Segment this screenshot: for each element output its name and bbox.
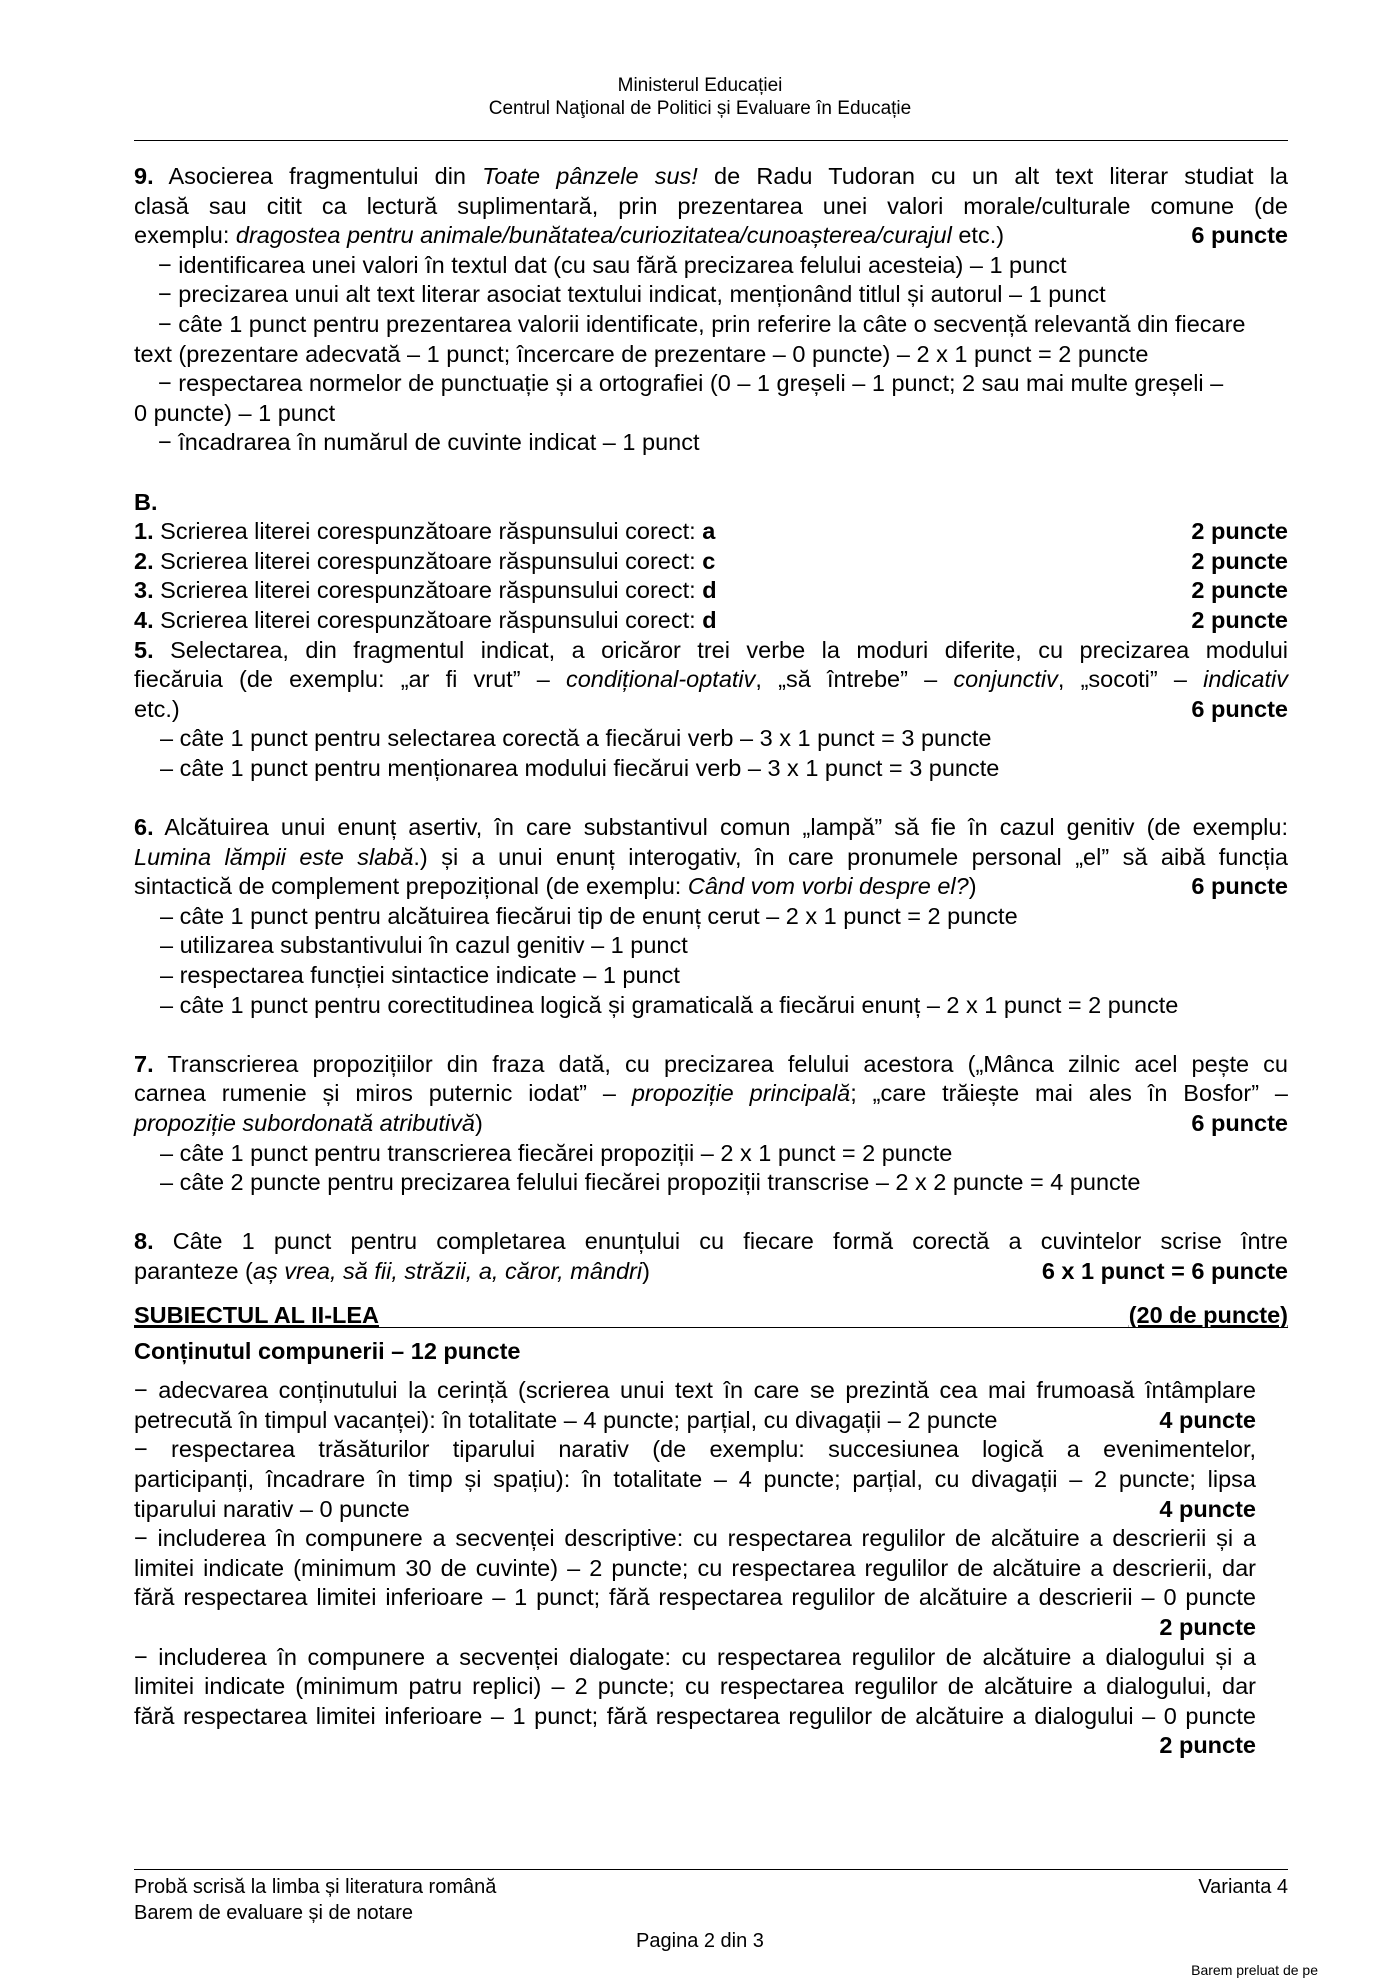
- criteria-item: − respectarea normelor de punctuație și a ortografiei (0 – 1 greșeli – 1 punct; 2 sau mai multe greșeli –: [158, 370, 1224, 397]
- points-label: 2 puncte: [1191, 606, 1288, 633]
- question-9: [134, 162, 1288, 458]
- criteria-item-cont: text (prezentare adecvată – 1 punct; încercare de prezentare – 0 puncte) – 2 x 1 punct = 2 puncte: [134, 340, 1149, 367]
- subject-title: SUBIECTUL AL II-LEA: [134, 1301, 380, 1328]
- text-line: etc.) 6 puncte: [134, 695, 1288, 725]
- points-label: 2 puncte: [1191, 518, 1288, 545]
- page-number: Pagina 2 din 3: [636, 1930, 764, 1952]
- text-line: 6. Alcătuirea unui enunț asertiv, în care substantivul comun „lampă” să fie în cazul genitiv (de exemplu:: [134, 814, 1288, 841]
- text-line: fiecăruia (de exemplu: „ar fi vrut” – condițional-optativ, „să întrebe” – conjunctiv, „socoti” – indicativ: [134, 666, 1288, 693]
- question-8: [134, 1227, 1288, 1286]
- answer-row: 1. Scrierea literei corespunzătoare răspunsului corect: a 2 puncte: [134, 517, 1288, 547]
- text-line: limitei indicate (minimum 30 de cuvinte) – 2 puncte; cu respectarea regulilor de alcătuire a descrierii, dar: [134, 1554, 1256, 1581]
- section-title: B.: [134, 488, 158, 515]
- text-line: exemplu: dragostea pentru animale/bunătatea/curiozitatea/cunoașterea/curajul etc.) 6 puncte: [134, 221, 1288, 251]
- footer-divider: [134, 1869, 1288, 1870]
- text-line: limitei indicate (minimum patru replici) – 2 puncte; cu respectarea regulilor de alcătuire a dialogului, dar: [134, 1673, 1256, 1700]
- footer-doc-type: Barem de evaluare și de notare: [134, 1902, 414, 1924]
- criteria-item: – câte 1 punct pentru transcrierea fiecărei propoziții – 2 x 1 punct = 2 puncte: [160, 1139, 953, 1166]
- text-line: carnea rumenie și miros puternic iodat” – propoziție principală; „care trăiește mai ales în Bosfor” –: [134, 1080, 1288, 1107]
- text-line: 5. Selectarea, din fragmentul indicat, a oricăror trei verbe la moduri diferite, cu precizarea modului: [134, 636, 1288, 663]
- text-line: propoziție subordonată atributivă) 6 puncte: [134, 1109, 1288, 1139]
- text-line: participanți, încadrare în timp și spațiu): în totalitate – 4 puncte; parțial, cu divagații – 2 puncte; lipsa: [134, 1465, 1256, 1492]
- points-label: 6 x 1 punct = 6 puncte: [1041, 1257, 1288, 1284]
- header-center: Centrul Naţional de Politici și Evaluare în Educație: [488, 98, 912, 119]
- text-line: petrecută în timpul vacanței): în totalitate – 4 puncte; parțial, cu divagații – 2 puncte 4 puncte: [134, 1406, 1256, 1436]
- document-header: [0, 74, 1400, 120]
- text-line: [134, 1731, 1256, 1761]
- criteria-item: – câte 1 punct pentru corectitudinea logică și gramaticală a fiecărui enunț – 2 x 1 punct = 2 puncte: [160, 991, 1179, 1018]
- criteria-item: – utilizarea substantivului în cazul genitiv – 1 punct: [160, 932, 688, 959]
- text-line: Lumina lămpii este slabă.) și a unui enunț interogativ, în care pronumele personal „el” să aibă funcția: [134, 843, 1288, 870]
- text-line: fără respectarea limitei inferioare – 1 punct; fără respectarea regulilor de alcătuire a dialogului – 0 puncte: [134, 1702, 1256, 1729]
- criteria-item: − încadrarea în numărul de cuvinte indicat – 1 punct: [158, 429, 700, 456]
- criteria-item: − câte 1 punct pentru prezentarea valorii identificate, prin referire la câte o secvență relevantă din fiecare: [158, 310, 1246, 337]
- text-line: sintactică de complement prepozițional (de exemplu: Când vom vorbi despre el?) 6 puncte: [134, 872, 1288, 902]
- criteria-item-cont: 0 puncte) – 1 punct: [134, 399, 336, 426]
- footer-exam-name: Probă scrisă la limba și literatura română: [134, 1876, 497, 1898]
- answer-row: 2. Scrierea literei corespunzătoare răspunsului corect: c 2 puncte: [134, 547, 1288, 577]
- question-7: [134, 1050, 1288, 1198]
- section-subtitle: Conținutul compunerii – 12 puncte: [134, 1337, 521, 1364]
- text-line: paranteze (aș vrea, să fii, străzii, a, căror, mândri) 6 x 1 punct = 6 puncte: [134, 1257, 1288, 1287]
- criteria-item: – respectarea funcției sintactice indicate – 1 punct: [160, 962, 680, 989]
- text-line: 9. Asocierea fragmentului din Toate pânzele sus! de Radu Tudoran cu un alt text literar studiat la: [134, 163, 1288, 189]
- points-label: 2 puncte: [1159, 1732, 1256, 1759]
- criteria-item: – câte 1 punct pentru alcătuirea fiecărui tip de enunț cerut – 2 x 1 punct = 2 puncte: [160, 902, 1018, 929]
- document-body: [134, 162, 1288, 1761]
- points-label: 6 puncte: [1191, 1110, 1288, 1136]
- points-label: 2 puncte: [1191, 577, 1288, 604]
- answer-row: 4. Scrierea literei corespunzătoare răspunsului corect: d 2 puncte: [134, 606, 1288, 636]
- text-line: − adecvarea conținutului la cerință (scrierea unui text în care se prezintă cea mai frumoasă întâmplare: [134, 1377, 1256, 1404]
- text-line: − includerea în compunere a secvenței descriptive: cu respectarea regulilor de alcătuire a descrierii și a: [134, 1525, 1256, 1552]
- text-line: [134, 1613, 1256, 1643]
- points-label: 2 puncte: [1159, 1613, 1256, 1640]
- footer-variant: Varianta 4: [1198, 1876, 1288, 1898]
- source-stamp: Barem preluat de pe: [1191, 1962, 1318, 1978]
- document-footer: [134, 1874, 1288, 1926]
- points-label: 4 puncte: [1159, 1495, 1256, 1522]
- text-line: clasă sau citit ca lectură suplimentară, prin prezentarea unei valori morale/culturale comune (de: [134, 192, 1288, 219]
- section-b: [134, 488, 1288, 636]
- text-line: fără respectarea limitei inferioare – 1 punct; fără respectarea regulilor de alcătuire a descrierii – 0 puncte: [134, 1584, 1256, 1611]
- subject-2-heading: [134, 1301, 1288, 1331]
- answer-row: 3. Scrierea literei corespunzătoare răspunsului corect: d 2 puncte: [134, 576, 1288, 606]
- criteria-item: – câte 1 punct pentru selectarea corectă a fiecărui verb – 3 x 1 punct = 3 puncte: [160, 725, 992, 752]
- criteria-item: − identificarea unei valori în textul dat (cu sau fără precizarea felului acesteia) – 1 punct: [158, 251, 1067, 278]
- text-line: 8. Câte 1 punct pentru completarea enunțului cu fiecare formă corectă a cuvintelor scrise între: [134, 1228, 1288, 1255]
- composition-criteria: [134, 1376, 1256, 1761]
- text-line: − respectarea trăsăturilor tiparului narativ (de exemplu: succesiunea logică a evenimentelor,: [134, 1436, 1256, 1463]
- text-line: tiparului narativ – 0 puncte 4 puncte: [134, 1495, 1256, 1525]
- points-label: 6 puncte: [1191, 222, 1288, 249]
- criteria-item: – câte 2 puncte pentru precizarea felului fiecărei propoziții transcrise – 2 x 2 puncte = 4 puncte: [160, 1169, 1141, 1196]
- criteria-item: – câte 1 punct pentru menționarea modului fiecărui verb – 3 x 1 punct = 3 puncte: [160, 754, 1000, 781]
- points-label: 6 puncte: [1191, 873, 1288, 900]
- points-label: 2 puncte: [1191, 547, 1288, 574]
- question-6: [134, 813, 1288, 1020]
- header-ministry: Ministerul Educației: [617, 75, 783, 96]
- text-line: − includerea în compunere a secvenței dialogate: cu respectarea regulilor de alcătuire a dialogului și a: [134, 1643, 1256, 1670]
- text-line: 7. Transcrierea propozițiilor din fraza dată, cu precizarea felului acestora („Mânca zilnic acel pește cu: [134, 1050, 1288, 1077]
- header-divider: [134, 140, 1288, 141]
- criteria-item: − precizarea unui alt text literar asociat textului indicat, menționând titlul și autorul – 1 punct: [158, 281, 1106, 308]
- question-5: [134, 636, 1288, 784]
- points-label: 4 puncte: [1159, 1406, 1256, 1433]
- subject-points: (20 de puncte): [1128, 1301, 1288, 1328]
- points-label: 6 puncte: [1191, 695, 1288, 722]
